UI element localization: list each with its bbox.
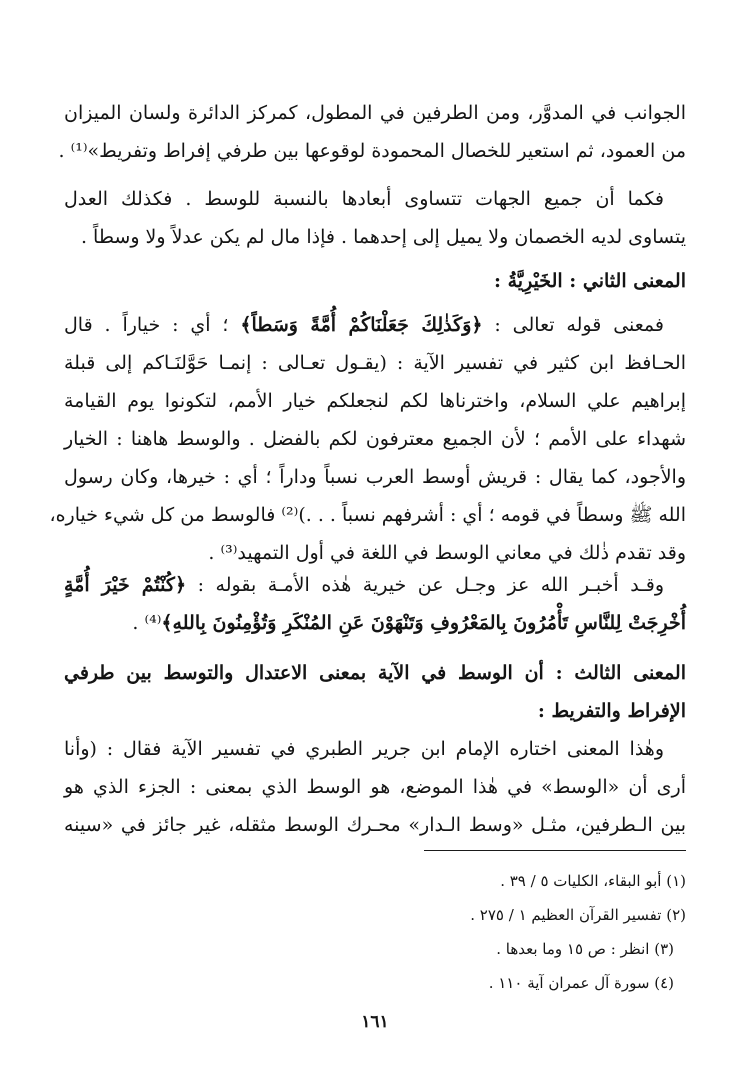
quran-verse: ﴿كُنْتُمْ خَيْرَ أُمَّةٍ [64, 574, 187, 596]
heading-line: المعنى الثالث : أن الوسط في الآية بمعنى الاعتدال والتوسط بين طرفي [64, 662, 686, 684]
footnote: (٢) تفسير القرآن العظيم ١ / ٢٧٥ . [470, 906, 686, 924]
footnotes [64, 864, 686, 1000]
paragraph-4 [64, 566, 686, 642]
text-line: الله ﷺ وسطاً في قومه ؛ أي : أشرفهم نسباً . . .)⁽²⁾ فالوسط من كل شيء خياره، [49, 504, 686, 526]
page-number: ١٦١ [361, 1012, 389, 1032]
paragraph-3 [49, 306, 686, 572]
text-line: إبراهيم علي السلام، واخترناها لكم لنجعلكم خيار الأمم، لتكونوا يوم القيامة [64, 390, 686, 412]
text-segment: ⁽⁴⁾ . [132, 612, 162, 634]
footnote: (٣) انظر : ص ١٥ وما بعدها . [496, 940, 674, 958]
text-line: وقد تقدم ذٰلك في معاني الوسط في اللغة في أول التمهيد⁽³⁾ . [208, 542, 686, 564]
text-line: الحـافظ ابن كثير في تفسير الآية : (يقـول تعـالى : إنمـا حَوَّلنَـاكم إلى قبلة [64, 352, 686, 374]
section-heading-3 [64, 654, 686, 730]
text-segment: فمعنى قوله تعالى : [482, 314, 664, 336]
quran-verse: أُخْرِجَتْ لِلنَّاسِ تَأْمُرُونَ بِالمَعْرُوفِ وَتَنْهَوْنَ عَنِ المُنْكَرِ وَتُؤْمِنُونَ بِاللهِ﴾ [161, 612, 686, 634]
footnote: (١) أبو البقاء، الكليات ٥ / ٣٩ . [500, 872, 686, 890]
paragraph-2 [64, 180, 686, 256]
footnote: (٤) سورة آل عمران آية ١١٠ . [488, 974, 674, 992]
text-segment: وقـد أخبـر الله عز وجـل عن خيرية هٰذه الأمـة بقوله : [186, 574, 664, 596]
footnote-separator [424, 850, 686, 851]
text-line: بين الـطرفين، مثـل «وسط الـدار» محـرك الوسط مثقله، غير جائز في «سينه [64, 814, 686, 836]
quran-verse: ﴿وَكَذٰلِكَ جَعَلْنَاكُمْ أُمَّةً وَسَطاً﴾ [240, 314, 483, 336]
text-line: أرى أن «الوسط» في هٰذا الموضع، هو الوسط الذي بمعنى : الجزء الذي هو [64, 776, 686, 798]
text-segment: ؛ أي : خياراً . قال [64, 314, 241, 336]
paragraph-5 [64, 730, 686, 844]
text-line: وهٰذا المعنى اختاره الإمام ابن جرير الطبري في تفسير الآية فقال : (وأنا [64, 738, 664, 760]
text-line: من العمود، ثم استعير للخصال المحمودة لوقوعها بين طرفي إفراط وتفريط»⁽¹⁾ . [58, 140, 686, 162]
text-line [64, 566, 686, 604]
paragraph-1 [58, 94, 686, 170]
section-heading-2 [64, 262, 686, 300]
text-line [64, 604, 686, 642]
heading-line: الإفراط والتفريط : [537, 700, 686, 722]
text-line: الجوانب في المدوَّر، ومن الطرفين في المطول، كمركز الدائرة ولسان الميزان [64, 102, 686, 124]
text-line: يتساوى لديه الخصمان ولا يميل إلى إحدهما . فإذا مال لم يكن عدلاً ولا وسطاً . [80, 226, 686, 248]
text-line: والأجود، كما يقال : قريش أوسط العرب نسباً وداراً ؛ أي : خيرها، وكان رسول [64, 466, 686, 488]
text-line: شهداء على الأمم ؛ لأن الجميع معترفون لكم بالفضل . والوسط هاهنا : الخيار [64, 428, 686, 450]
text-line [64, 306, 686, 344]
heading-line: المعنى الثاني : الخَيْرِيَّةُ : [493, 270, 686, 292]
text-line: فكما أن جميع الجهات تتساوى أبعادها بالنسبة للوسط . فكذلك العدل [64, 188, 664, 210]
